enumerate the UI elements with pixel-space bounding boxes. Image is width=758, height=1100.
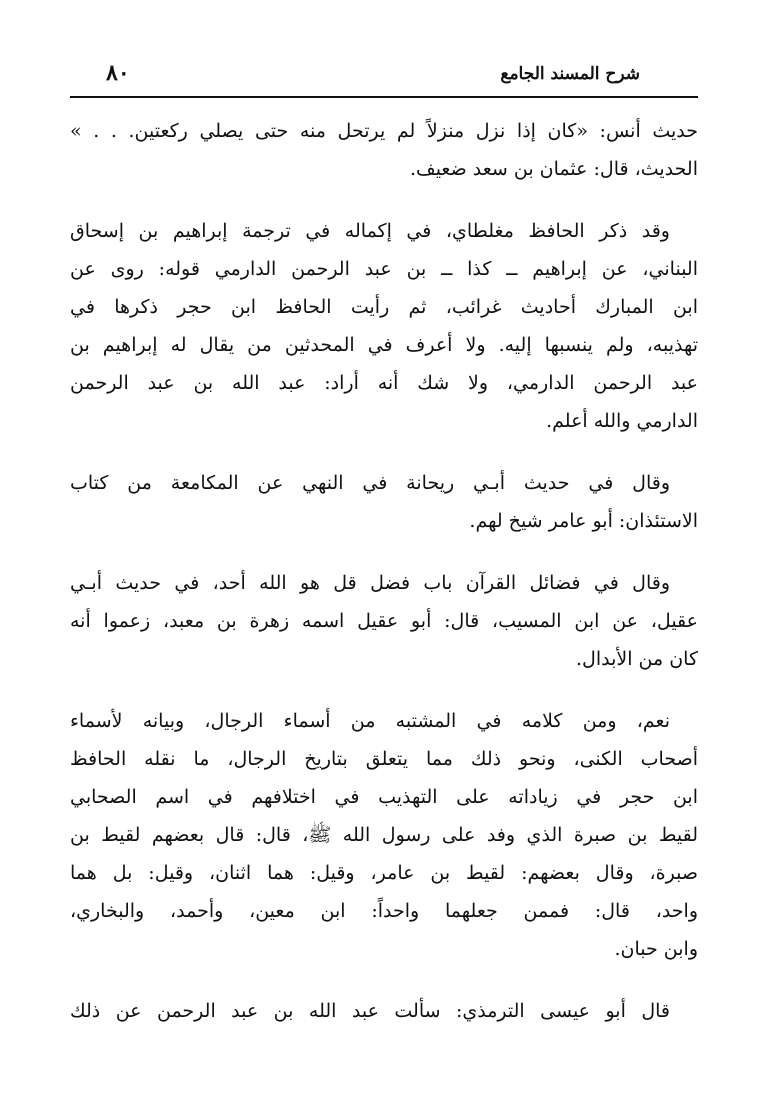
text-line: وابن حبان. xyxy=(614,938,698,960)
text-line: وقد ذكر الحافظ مغلطاي، في إكماله في ترجمة إبراهيم بن إسحاق xyxy=(70,220,670,242)
text-line: البناني، عن إبراهيم ــ كذا ــ بن عبد الرحمن الدارمي قوله: روى عن xyxy=(70,258,698,280)
text-line: صبرة، وقال بعضهم: لقيط بن عامر، وقيل: هما اثنان، وقيل: بل هما xyxy=(70,862,698,884)
text-line: وقال في حديث أبـي ريحانة في النهي عن المكامعة من كتاب xyxy=(70,472,670,494)
text-line: الحديث، قال: عثمان بن سعد ضعيف. xyxy=(409,158,698,180)
paragraph xyxy=(70,702,698,968)
text-line: ابن حجر في زياداته على التهذيب في اختلافهم في اسم الصحابي xyxy=(70,786,698,808)
text-line: عبد الرحمن الدارمي، ولا شك أنه أراد: عبد الله بن عبد الرحمن xyxy=(70,372,698,394)
text-line: لقيط بن صبرة الذي وفد على رسول الله ﷺ، قال: قال بعضهم لقيط بن xyxy=(70,824,698,846)
page-number: ٨٠ xyxy=(106,60,130,86)
text-line: نعم، ومن كلامه في المشتبه من أسماء الرجال، وبيانه لأسماء xyxy=(70,710,670,732)
running-head-title: شرح المسند الجامع xyxy=(500,64,640,84)
text-line: واحد، قال: فممن جعلهما واحداً: ابن معين، وأحمد، والبخاري، xyxy=(70,900,698,922)
text-line: الدارمي والله أعلم. xyxy=(546,410,698,432)
text-line: حديث أنس: «كان إذا نزل منزلاً لم يرتحل منه حتى يصلي ركعتين. . . » xyxy=(70,120,698,142)
text-line: وقال في فضائل القرآن باب فضل قل هو الله أحد، في حديث أبـي xyxy=(70,572,670,594)
paragraph xyxy=(70,212,698,440)
running-head xyxy=(70,58,698,98)
body-text xyxy=(70,112,698,1054)
paragraph xyxy=(70,112,698,188)
paragraph xyxy=(70,464,698,540)
text-line: عقيل، عن ابن المسيب، قال: أبو عقيل اسمه زهرة بن معبد، زعموا أنه xyxy=(70,610,698,632)
paragraph xyxy=(70,992,698,1030)
text-line: الاستئذان: أبو عامر شيخ لهم. xyxy=(469,510,698,532)
text-line: أصحاب الكنى، ونحو ذلك مما يتعلق بتاريخ الرجال، ما نقله الحافظ xyxy=(70,748,698,770)
text-line: كان من الأبدال. xyxy=(575,648,698,670)
paragraph xyxy=(70,564,698,678)
text-line: قال أبو عيسى الترمذي: سألت عبد الله بن عبد الرحمن عن ذلك xyxy=(70,1000,670,1022)
text-line: ابن المبارك أحاديث غرائب، ثم رأيت الحافظ ابن حجر ذكرها في xyxy=(70,296,698,318)
text-line: تهذيبه، ولم ينسبها إليه. ولا أعرف في المحدثين من يقال له إبراهيم بن xyxy=(70,334,698,356)
